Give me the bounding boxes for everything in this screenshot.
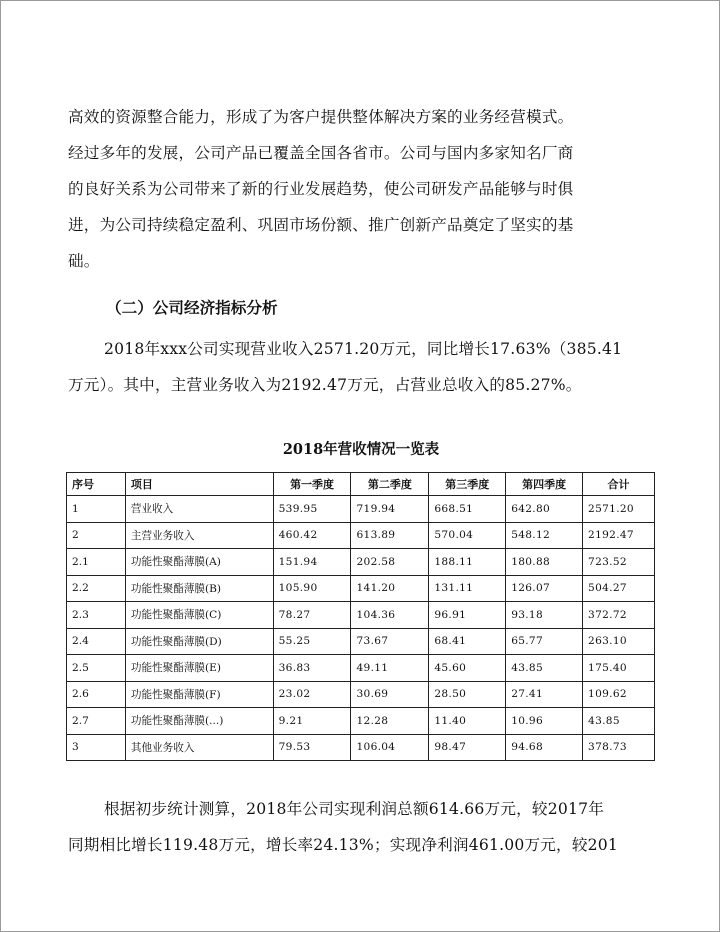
- row-index-cell: 2.5: [67, 655, 126, 682]
- table-row: [67, 575, 655, 602]
- row-item-cell: 功能性聚酯薄膜(B): [125, 575, 273, 602]
- q3-cell: 570.04: [429, 522, 506, 549]
- row-item-cell: 功能性聚酯薄膜(E): [125, 655, 273, 682]
- paragraph-line: 经过多年的发展，公司产品已覆盖全国各省市。公司与国内多家知名厂商: [68, 144, 574, 162]
- q1-cell: 460.42: [273, 522, 351, 549]
- header-cell-total: 合计: [583, 473, 655, 496]
- row-index-cell: 3: [67, 734, 126, 761]
- q2-cell: 202.58: [351, 549, 429, 576]
- total-cell: 372.72: [583, 602, 655, 629]
- header-cell-q4: 第四季度: [506, 473, 583, 496]
- total-cell: 175.40: [583, 655, 655, 682]
- q4-cell: 27.41: [506, 681, 583, 708]
- table-row: [67, 734, 655, 761]
- total-cell: 263.10: [583, 628, 655, 655]
- table-row: [67, 522, 655, 549]
- q4-cell: 10.96: [506, 708, 583, 735]
- table-row: [67, 496, 655, 523]
- paragraph-line: 同期相比增长119.48万元，增长率24.13%；实现净利润461.00万元，较201: [68, 836, 619, 854]
- row-index-cell: 2: [67, 522, 126, 549]
- revenue-table: [66, 472, 655, 761]
- paragraph-line: 高效的资源整合能力，形成了为客户提供整体解决方案的业务经营模式。: [68, 108, 574, 126]
- row-index-cell: 2.1: [67, 549, 126, 576]
- row-item-cell: 功能性聚酯薄膜(C): [125, 602, 273, 629]
- q3-cell: 98.47: [429, 734, 506, 761]
- row-item-cell: 功能性聚酯薄膜(A): [125, 549, 273, 576]
- q3-cell: 668.51: [429, 496, 506, 523]
- intro-paragraph: [68, 99, 658, 279]
- row-index-cell: 2.4: [67, 628, 126, 655]
- table-header-row: [67, 473, 655, 496]
- header-cell-q3: 第三季度: [429, 473, 506, 496]
- table-row: [67, 681, 655, 708]
- row-item-cell: 功能性聚酯薄膜(D): [125, 628, 273, 655]
- paragraph-line: 的良好关系为公司带来了新的行业发展趋势，使公司研发产品能够与时俱: [68, 180, 574, 198]
- q4-cell: 642.80: [506, 496, 583, 523]
- q3-cell: 131.11: [429, 575, 506, 602]
- total-cell: 2192.47: [583, 522, 655, 549]
- q4-cell: 43.85: [506, 655, 583, 682]
- total-cell: 378.73: [583, 734, 655, 761]
- total-cell: 43.85: [583, 708, 655, 735]
- q3-cell: 45.60: [429, 655, 506, 682]
- table-row: [67, 655, 655, 682]
- q1-cell: 36.83: [273, 655, 351, 682]
- q4-cell: 548.12: [506, 522, 583, 549]
- q1-cell: 539.95: [273, 496, 351, 523]
- q3-cell: 96.91: [429, 602, 506, 629]
- row-index-cell: 2.2: [67, 575, 126, 602]
- q2-cell: 104.36: [351, 602, 429, 629]
- q2-cell: 106.04: [351, 734, 429, 761]
- q1-cell: 55.25: [273, 628, 351, 655]
- row-index-cell: 2.3: [67, 602, 126, 629]
- row-item-cell: 其他业务收入: [125, 734, 273, 761]
- q4-cell: 126.07: [506, 575, 583, 602]
- table-title: 2018年营收情况一览表: [282, 441, 440, 458]
- summary-paragraph: [68, 331, 658, 403]
- row-index-cell: 2.6: [67, 681, 126, 708]
- q1-cell: 79.53: [273, 734, 351, 761]
- row-index-cell: 2.7: [67, 708, 126, 735]
- total-cell: 504.27: [583, 575, 655, 602]
- q3-cell: 11.40: [429, 708, 506, 735]
- total-cell: 109.62: [583, 681, 655, 708]
- q2-cell: 30.69: [351, 681, 429, 708]
- row-index-cell: 1: [67, 496, 126, 523]
- q1-cell: 78.27: [273, 602, 351, 629]
- header-cell-item: 项目: [125, 473, 273, 496]
- total-cell: 723.52: [583, 549, 655, 576]
- total-cell: 2571.20: [583, 496, 655, 523]
- q4-cell: 180.88: [506, 549, 583, 576]
- paragraph-line: 进，为公司持续稳定盈利、巩固市场份额、推广创新产品奠定了坚实的基: [68, 216, 574, 234]
- q2-cell: 73.67: [351, 628, 429, 655]
- q2-cell: 141.20: [351, 575, 429, 602]
- row-item-cell: 营业收入: [125, 496, 273, 523]
- table-row: [67, 549, 655, 576]
- paragraph-line: 根据初步统计测算，2018年公司实现利润总额614.66万元，较2017年: [104, 800, 604, 818]
- table-row: [67, 708, 655, 735]
- table-row: [67, 602, 655, 629]
- q3-cell: 68.41: [429, 628, 506, 655]
- q2-cell: 613.89: [351, 522, 429, 549]
- header-cell-q1: 第一季度: [273, 473, 351, 496]
- q3-cell: 188.11: [429, 549, 506, 576]
- paragraph-line: 2018年xxx公司实现营业收入2571.20万元，同比增长17.63%（385.41: [104, 340, 623, 358]
- table-body: [67, 496, 655, 761]
- q1-cell: 151.94: [273, 549, 351, 576]
- q1-cell: 23.02: [273, 681, 351, 708]
- row-item-cell: 功能性聚酯薄膜(F): [125, 681, 273, 708]
- header-cell-index: 序号: [67, 473, 126, 496]
- q4-cell: 65.77: [506, 628, 583, 655]
- q2-cell: 49.11: [351, 655, 429, 682]
- q1-cell: 9.21: [273, 708, 351, 735]
- row-item-cell: 功能性聚酯薄膜(...): [125, 708, 273, 735]
- q2-cell: 719.94: [351, 496, 429, 523]
- q4-cell: 93.18: [506, 602, 583, 629]
- paragraph-line: 础。: [68, 252, 100, 270]
- paragraph-line: 万元）。其中，主营业务收入为2192.47万元，占营业总收入的85.27%。: [68, 376, 582, 394]
- q4-cell: 94.68: [506, 734, 583, 761]
- header-cell-q2: 第二季度: [351, 473, 429, 496]
- row-item-cell: 主营业务收入: [125, 522, 273, 549]
- q2-cell: 12.28: [351, 708, 429, 735]
- section-heading: （二）公司经济指标分析: [106, 299, 278, 317]
- profit-paragraph: [68, 791, 658, 863]
- table-row: [67, 628, 655, 655]
- q1-cell: 105.90: [273, 575, 351, 602]
- q3-cell: 28.50: [429, 681, 506, 708]
